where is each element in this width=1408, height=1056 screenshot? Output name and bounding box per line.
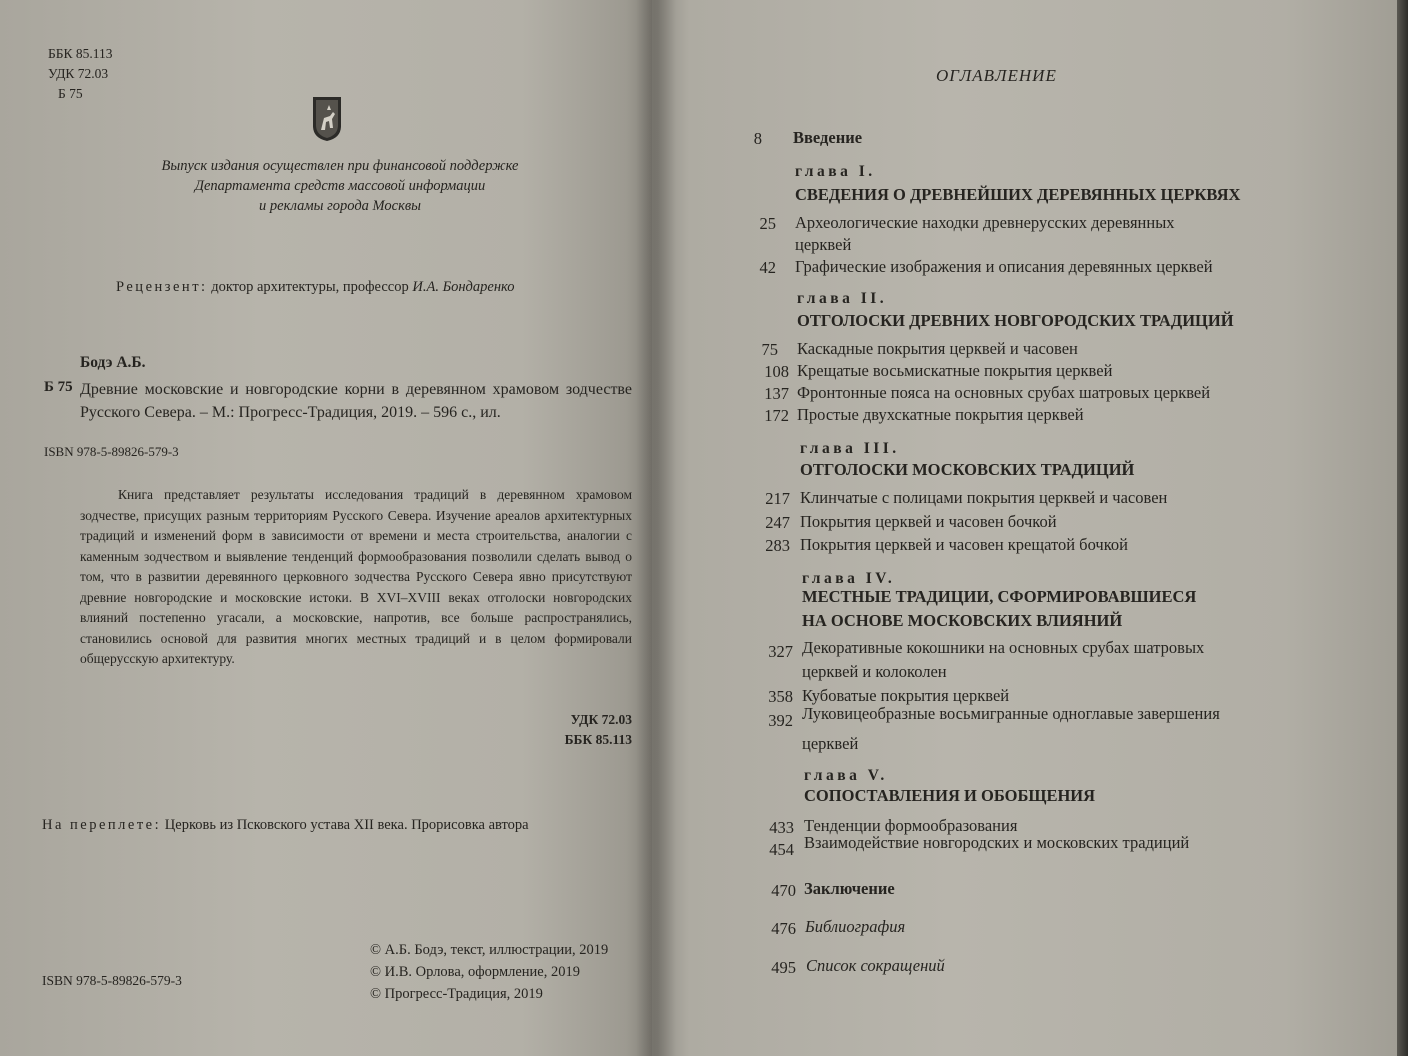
toc-entry-title: Луковицеобразные восьмигранные одноглавые завершения	[802, 704, 1220, 723]
copyright-line: © И.В. Орлова, оформление, 2019	[370, 964, 580, 980]
library-code: Б 75	[44, 379, 73, 395]
toc-page-number: 495	[771, 958, 796, 977]
toc-entry-title-continued: церквей и колоколен	[802, 662, 947, 681]
toc-page-number: 137	[764, 384, 789, 403]
author-sign: Б 75	[58, 86, 83, 101]
toc-page-number: 8	[753, 129, 762, 148]
toc-entry-title: Каскадные покрытия церквей и часовен	[797, 339, 1078, 358]
chapter-label: глава IV.	[802, 570, 896, 587]
bibliographic-record: Древние московские и новгородские корни в деревянном храмовом зодчестве Русского Севера. – М.: Прогресс-Традиция, 2019. – 596 с., ил.	[80, 381, 632, 421]
toc-title: ОГЛАВЛЕНИЕ	[936, 66, 1057, 85]
toc-entry-title: Покрытия церквей и часовен бочкой	[800, 512, 1057, 531]
chapter-label: глава V.	[804, 767, 888, 784]
reviewer-name: И.А. Бондаренко	[412, 279, 515, 295]
toc-page-number: 454	[769, 840, 794, 859]
bbk-code: ББК 85.113	[564, 732, 632, 747]
toc-page-number: 470	[771, 881, 796, 900]
toc-page-number: 42	[759, 258, 776, 277]
toc-page-number: 476	[771, 919, 796, 938]
toc-entry-title: Взаимодействие новгородских и московских традиций	[804, 833, 1190, 852]
toc-page-number: 172	[764, 406, 789, 425]
toc-page-number: 327	[768, 642, 793, 661]
cover-label: На переплете:	[42, 817, 162, 833]
chapter-title: ОТГОЛОСКИ МОСКОВСКИХ ТРАДИЦИЙ	[800, 460, 1135, 479]
bbk-code: ББК 85.113	[48, 46, 113, 61]
toc-page-number: 217	[765, 489, 790, 508]
toc-entry-title: Фронтонные пояса на основных срубах шатровых церквей	[797, 383, 1211, 402]
abstract-paragraph: Книга представляет результаты исследования традиций в деревянном храмовом зодчестве, присущих разным территориям Русского Севера. Изучение ареалов архитектурных традиций и изменений форм в зависимости от времени и места строительства, аналогии с каменным зодчеством и выявление тенденций формообразования позволили сделать вывод о том, что в развитии деревянного церковного зодчества Русского Севера явно присутствуют древние новгородские и московские истоки. В XVI–XVIII веках отголоски новгородских влияний постепенно угасали, а московские, напротив, все больше распространялись, становились основой для развития многих местных традиций и в целом формировали общерусскую архитектуру.	[80, 487, 632, 666]
toc-entry-title: Список сокращений	[806, 956, 945, 975]
toc-entry-title: Тенденции формообразования	[804, 816, 1018, 835]
toc-page-number: 25	[759, 214, 776, 233]
chapter-title: МЕСТНЫЕ ТРАДИЦИИ, СФОРМИРОВАВШИЕСЯ	[802, 587, 1197, 606]
toc-entry-title-continued: церквей	[795, 235, 852, 254]
toc-page-number: 108	[764, 362, 789, 381]
book-spine-shadow	[636, 0, 676, 1056]
isbn: ISBN 978-5-89826-579-3	[42, 973, 182, 988]
toc-entry-title: Библиография	[805, 917, 906, 936]
toc-entry-title: Крещатые восьмискатные покрытия церквей	[797, 361, 1113, 380]
toc-entry-title: Декоративные кокошники на основных срубах шатровых	[802, 638, 1205, 657]
toc-page-number: 392	[768, 711, 793, 730]
udk-code: УДК 72.03	[570, 712, 632, 727]
toc-entry-title: Введение	[793, 128, 863, 147]
isbn: ISBN 978-5-89826-579-3	[44, 444, 179, 459]
funding-note	[120, 156, 560, 216]
cover-note	[42, 817, 529, 834]
chapter-title-continued: НА ОСНОВЕ МОСКОВСКИХ ВЛИЯНИЙ	[802, 611, 1123, 630]
funding-line: и рекламы города Москвы	[259, 198, 421, 214]
classification-codes	[48, 44, 113, 104]
chapter-title: ОТГОЛОСКИ ДРЕВНИХ НОВГОРОДСКИХ ТРАДИЦИЙ	[797, 311, 1234, 330]
toc-entry-title: Клинчатые с полицами покрытия церквей и часовен	[800, 488, 1168, 507]
toc-page-number: 247	[765, 513, 790, 532]
cover-text: Церковь из Псковского устава XII века. Прорисовка автора	[164, 817, 529, 833]
reviewer-line	[116, 279, 515, 296]
copyright-line: © Прогресс-Традиция, 2019	[370, 986, 543, 1002]
toc-page-number: 358	[768, 687, 793, 706]
toc-page-number: 75	[761, 340, 778, 359]
chapter-label: глава I.	[795, 163, 876, 180]
moscow-coat-of-arms-icon	[312, 96, 342, 142]
toc-entry-title-continued: церквей	[802, 734, 859, 753]
toc-entry-title: Заключение	[804, 879, 895, 898]
chapter-title: СОПОСТАВЛЕНИЯ И ОБОБЩЕНИЯ	[804, 786, 1096, 805]
left-page	[0, 0, 652, 1056]
chapter-label: глава II.	[797, 290, 888, 307]
toc-entry-title: Археологические находки древнерусских деревянных	[795, 213, 1175, 232]
page-edge	[1397, 0, 1408, 1056]
chapter-label: глава III.	[800, 440, 900, 457]
funding-line: Выпуск издания осуществлен при финансовой поддержке	[161, 158, 519, 174]
funding-line: Департамента средств массовой информации	[194, 178, 486, 194]
reviewer-label: Рецензент:	[116, 279, 208, 295]
toc-page-number: 283	[765, 536, 790, 555]
copyright-block	[370, 939, 608, 1005]
author-name: Бодэ А.Б.	[80, 354, 146, 371]
reviewer-text: доктор архитектуры, профессор	[211, 279, 409, 295]
toc-entry-title: Простые двухскатные покрытия церквей	[797, 405, 1084, 424]
toc-entry-title: Покрытия церквей и часовен крещатой бочкой	[800, 535, 1128, 554]
copyright-line: © А.Б. Бодэ, текст, иллюстрации, 2019	[370, 942, 609, 958]
chapter-title: СВЕДЕНИЯ О ДРЕВНЕЙШИХ ДЕРЕВЯННЫХ ЦЕРКВЯХ	[795, 185, 1241, 204]
toc-entry-title: Графические изображения и описания деревянных церквей	[795, 257, 1213, 276]
classification-codes-right	[482, 710, 632, 750]
udk-code: УДК 72.03	[48, 66, 109, 81]
toc-entry-title: Кубоватые покрытия церквей	[802, 686, 1010, 705]
toc-page-number: 433	[769, 818, 794, 837]
